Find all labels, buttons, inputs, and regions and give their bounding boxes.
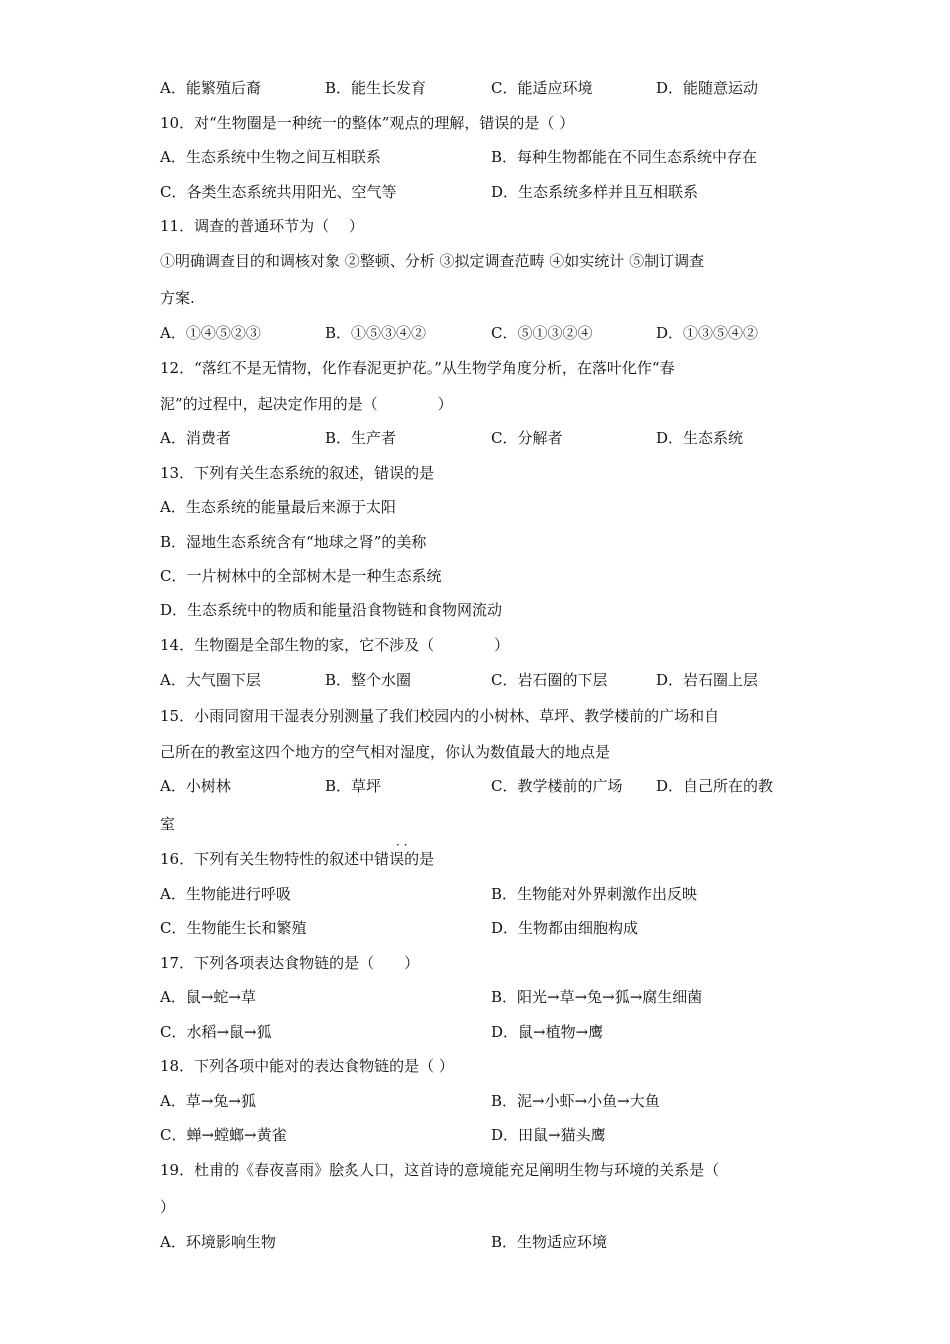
q10-options-row2 [160, 182, 800, 202]
q12-option-a[interactable]: A．消费者 [160, 429, 231, 447]
q18-stem: 18．下列各项中能对的表达食物链的是（ ） [160, 1057, 454, 1075]
q18-options-row1 [160, 1091, 800, 1111]
q15-option-d-continuation: 室 [160, 815, 176, 833]
q10-option-a[interactable]: A．生态系统中生物之间互相联系 [160, 148, 381, 166]
q13-option-b[interactable]: B．湿地生态系统含有“地球之肾”的美称 [160, 533, 427, 551]
q10-option-d[interactable]: D．生态系统多样并且互相联系 [491, 183, 699, 201]
q14-options [160, 670, 800, 690]
q15-options [160, 776, 800, 796]
q14-option-a[interactable]: A．大气圈下层 [160, 671, 261, 689]
q12-stem-line1: 12．“落红不是无情物，化作春泥更护花。”从生物学角度分析，在落叶化作“春 [160, 359, 675, 377]
q11-option-c[interactable]: C．⑤①③②④ [491, 324, 593, 342]
q10-stem: 10．对“生物圈是一种统一的整体”观点的理解，错误的是（ ） [160, 114, 575, 132]
q13-stem: 13．下列有关生态系统的叙述，错误的是 [160, 464, 435, 482]
q12-option-b[interactable]: B．生产者 [325, 429, 397, 447]
q14-stem: 14．生物圈是全部生物的家，它不涉及（ ） [160, 636, 510, 654]
q14-option-c[interactable]: C．岩石圈的下层 [491, 671, 608, 689]
q10-option-c[interactable]: C．各类生态系统共用阳光、空气等 [160, 183, 397, 201]
q12-options [160, 428, 800, 448]
q19-option-a[interactable]: A．环境影响生物 [160, 1233, 276, 1251]
q10-options-row1 [160, 147, 800, 167]
q14-option-d[interactable]: D．岩石圈上层 [656, 671, 759, 689]
q15-option-a[interactable]: A．小树林 [160, 777, 231, 795]
q17-options-row2 [160, 1022, 800, 1042]
q16-option-a[interactable]: A．生物能进行呼吸 [160, 885, 291, 903]
q17-options-row1 [160, 987, 800, 1007]
q18-option-b[interactable]: B．泥→小虾→小鱼→大鱼 [491, 1092, 660, 1110]
q11-option-a[interactable]: A．①④⑤②③ [160, 324, 261, 342]
q18-option-a[interactable]: A．草→兔→狐 [160, 1092, 256, 1110]
q16-option-d[interactable]: D．生物都由细胞构成 [491, 919, 639, 937]
q19-stem-line1: 19．杜甫的《春夜喜雨》脍炙人口，这首诗的意境能充足阐明生物与环境的关系是（ [160, 1161, 720, 1179]
q9-option-c[interactable]: C．能适应环境 [491, 79, 593, 97]
q15-option-c[interactable]: C．教学楼前的广场 [491, 777, 623, 795]
q9-option-a[interactable]: A．能繁殖后裔 [160, 79, 261, 97]
q16-option-b[interactable]: B．生物能对外界刺激作出反映 [491, 885, 698, 903]
q15-stem-line2: 己所在的教室这四个地方的空气相对湿度，你认为数值最大的地点是 [160, 743, 611, 761]
q16-option-c[interactable]: C．生物能生长和繁殖 [160, 919, 307, 937]
q11-option-d[interactable]: D．①③⑤④② [656, 324, 759, 342]
q19-stem-line2: ） [160, 1198, 176, 1216]
q16-options-row1 [160, 884, 800, 904]
q19-options [160, 1232, 800, 1252]
q12-stem-line2: 泥”的过程中，起决定作用的是（ ） [160, 395, 453, 413]
q13-option-d[interactable]: D．生态系统中的物质和能量沿食物链和食物网流动 [160, 601, 503, 619]
q15-option-b[interactable]: B．草坪 [325, 777, 382, 795]
q11-detail-line1: ①明确调查目的和调核对象 ②整顿、分析 ③拟定调查范畴 ④如实统计 ⑤制订调查 [160, 252, 705, 270]
q16-stem: 16．下列有关生物特性的叙述中错误的是 [160, 850, 435, 868]
q11-stem: 11．调查的普通环节为（ ） [160, 217, 364, 235]
q18-options-row2 [160, 1125, 800, 1145]
q19-option-b[interactable]: B．生物适应环境 [491, 1233, 608, 1251]
q16-options-row2 [160, 918, 800, 938]
q11-option-b[interactable]: B．①⑤③④② [325, 324, 427, 342]
q9-options [160, 78, 800, 98]
q13-option-c[interactable]: C．一片树林中的全部树木是一种生态系统 [160, 567, 442, 585]
q12-option-c[interactable]: C．分解者 [491, 429, 563, 447]
q16-emphasis-dots: · · [396, 838, 408, 852]
q11-detail-line2: 方案. [160, 289, 195, 307]
q10-option-b[interactable]: B．每种生物都能在不同生态系统中存在 [491, 148, 758, 166]
q14-option-b[interactable]: B．整个水圈 [325, 671, 412, 689]
q17-option-c[interactable]: C．水稻→鼠→狐 [160, 1023, 272, 1041]
q18-option-c[interactable]: C．蝉→螳螂→黄雀 [160, 1126, 287, 1144]
q17-option-a[interactable]: A．鼠→蛇→草 [160, 988, 256, 1006]
q11-options [160, 323, 800, 343]
q17-stem: 17．下列各项表达食物链的是（ ） [160, 954, 420, 972]
q9-option-b[interactable]: B．能生长发育 [325, 79, 427, 97]
q13-option-a[interactable]: A．生态系统的能量最后来源于太阳 [160, 498, 396, 516]
q18-option-d[interactable]: D．田鼠→猫头鹰 [491, 1126, 606, 1144]
q15-stem-line1: 15．小雨同窗用干湿表分别测量了我们校园内的小树林、草坪、教学楼前的广场和自 [160, 707, 720, 725]
q15-option-d[interactable]: D．自己所在的教 [656, 777, 774, 795]
q17-option-b[interactable]: B．阳光→草→兔→狐→腐生细菌 [491, 988, 703, 1006]
q9-option-d[interactable]: D．能随意运动 [656, 79, 759, 97]
q17-option-d[interactable]: D．鼠→植物→鹰 [491, 1023, 604, 1041]
q12-option-d[interactable]: D．生态系统 [656, 429, 744, 447]
